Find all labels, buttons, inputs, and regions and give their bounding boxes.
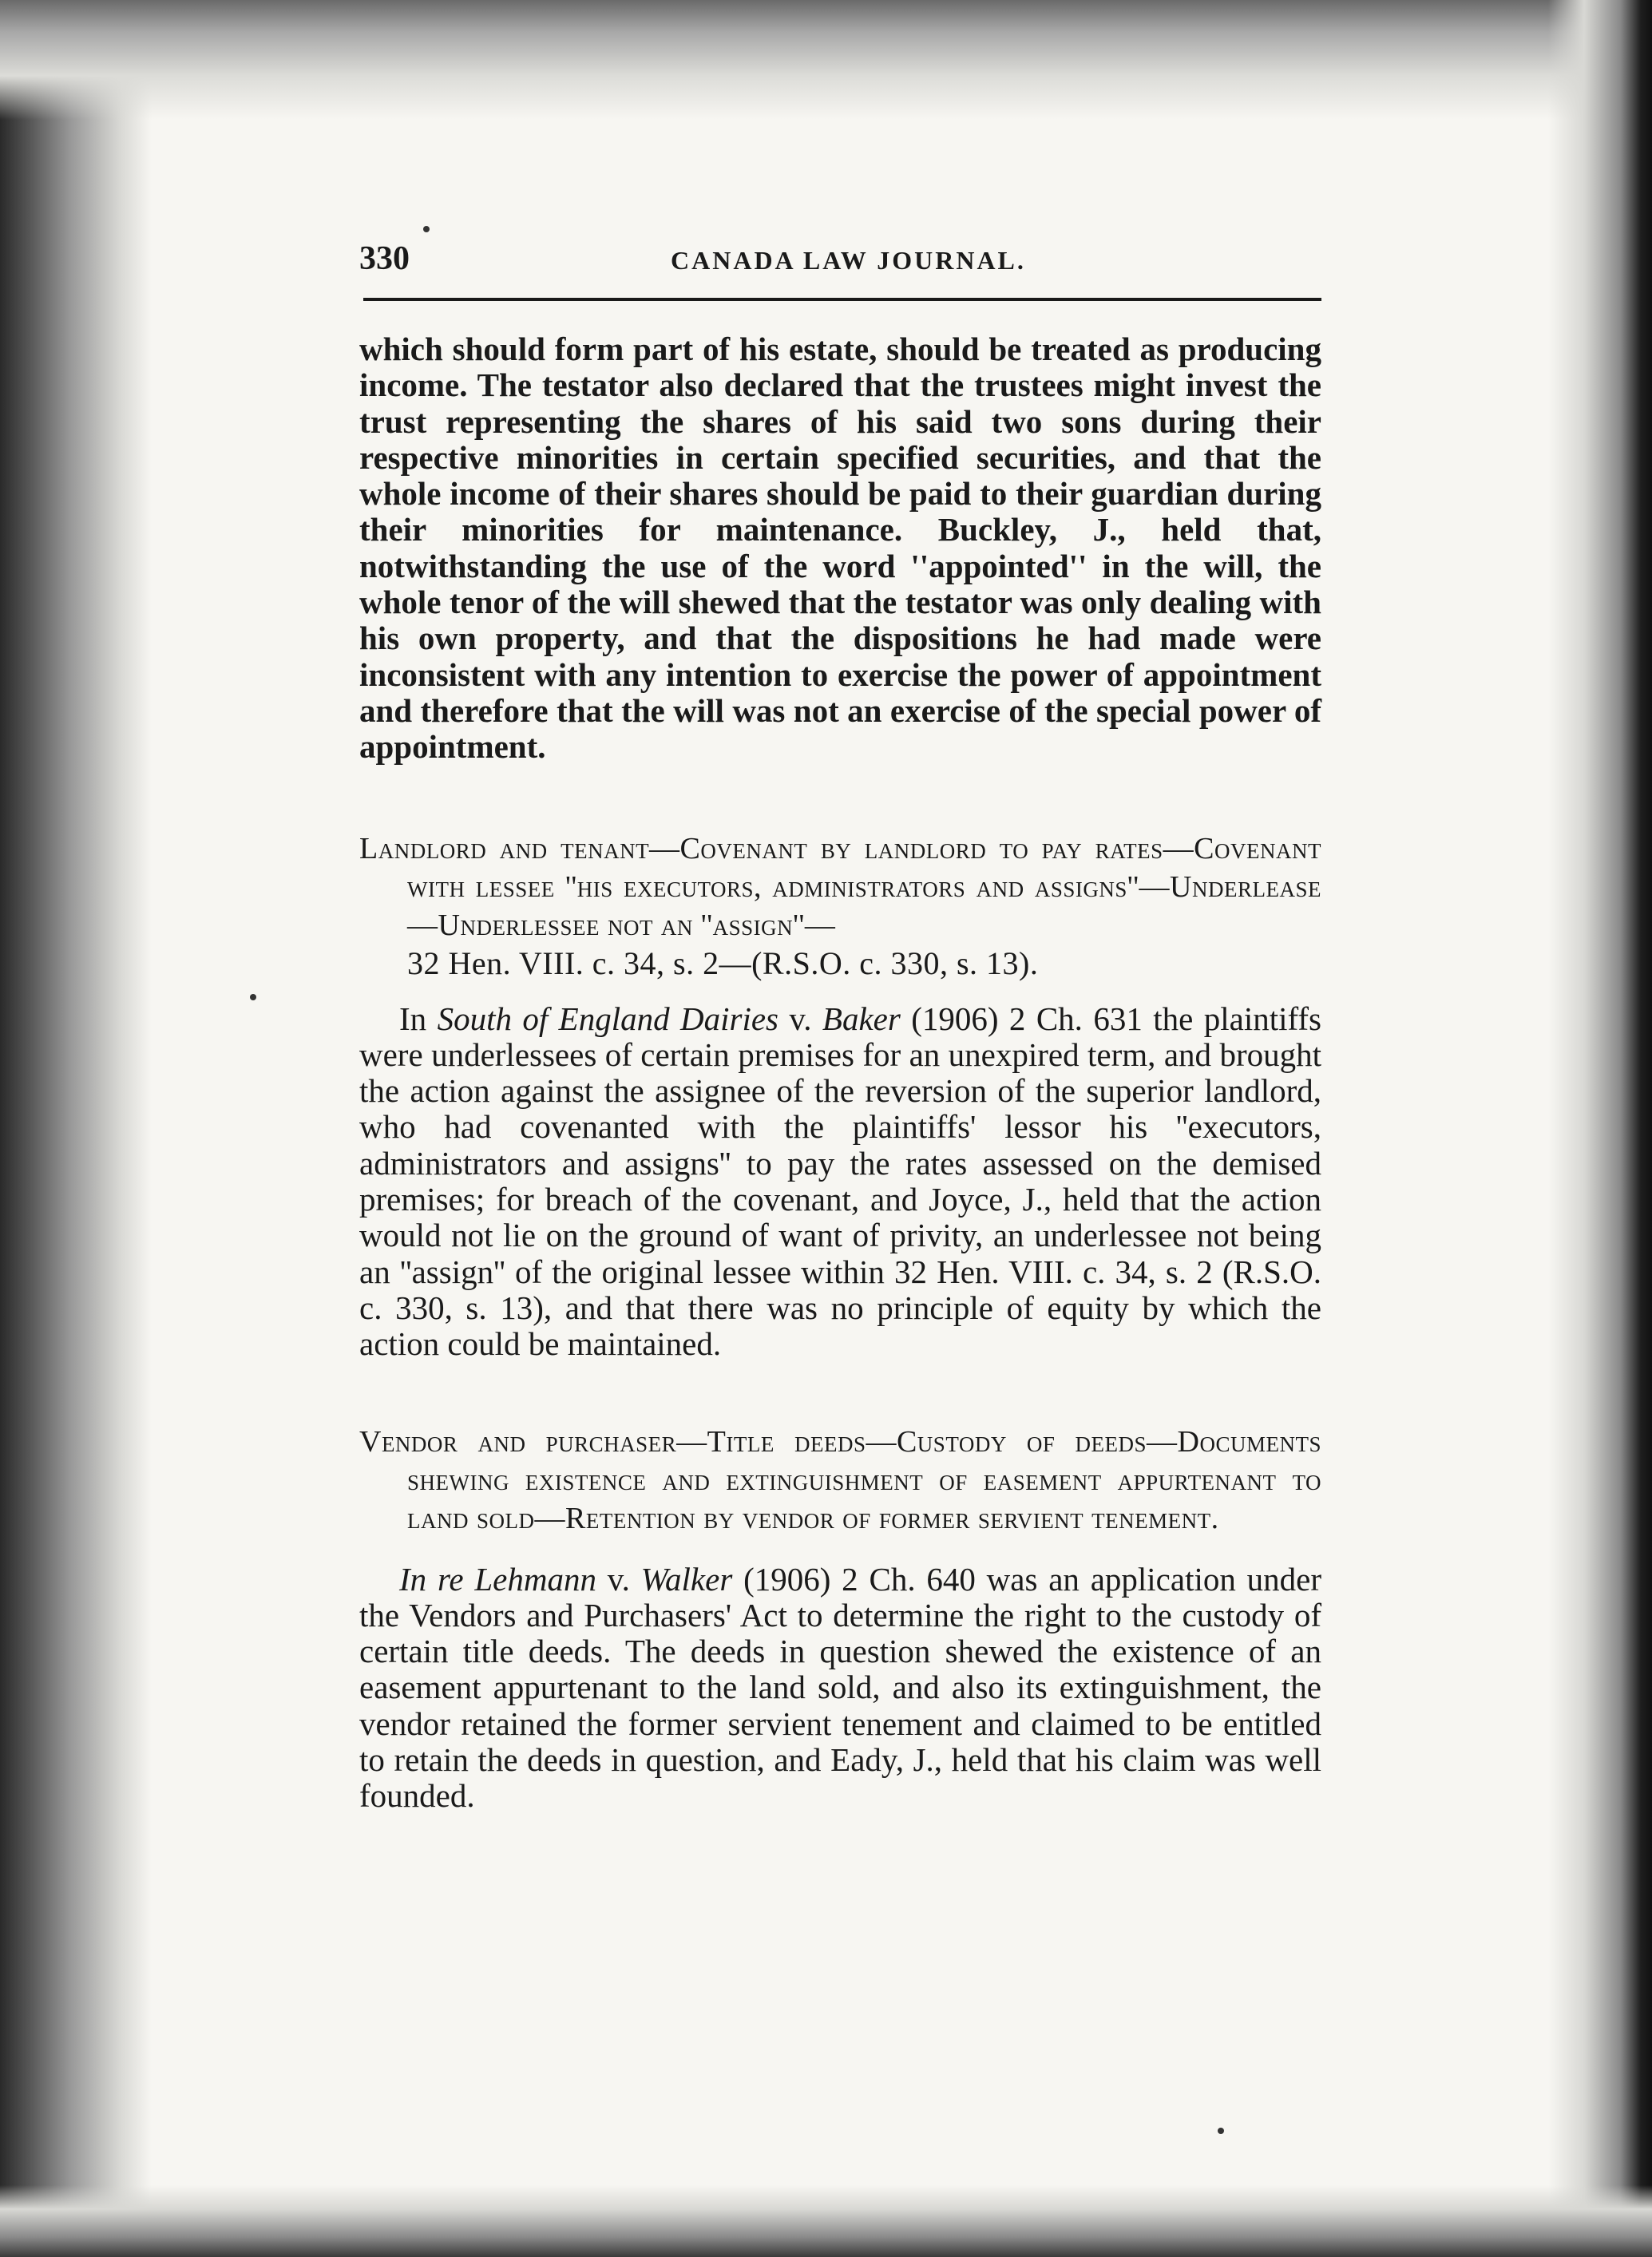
case-versus: v. [778, 1000, 822, 1037]
case-name-defendant: Walker [640, 1560, 733, 1598]
continuation-paragraph: which should form part of his estate, should be treated as producing income. The testator also declared that the trustees might invest the trust representing the shares of his said two sons during their respective minorities in certain specified securities, and that the whole income of their shares should be paid to their guardian during their minorities for maintenance. Buckley, J., held that, notwithstanding the use of the word ''appointed'' in the will, the whole tenor of the will shewed that the testator was only dealing with his own property, and that the dispositions he had made were inconsistent with any intention to exercise the power of appointment and therefore that the will was not an exercise of the special power of appointment. [359, 331, 1321, 766]
case-prefix: In [399, 1000, 438, 1037]
case-name: In re Lehmann [399, 1560, 596, 1598]
scan-edge-right [1548, 0, 1652, 2257]
section-heading-vendor-purchaser [359, 1423, 1321, 1538]
case-body: (1906) 2 Ch. 640 was an application under the Vendors and Purchasers' Act to determine the right to the custody of certain title deeds. The deeds in question shewed the existence of an easement appurtenant to the land sold, and also its extinguishment, the vendor retained the former servient tenement and claimed to be entitled to retain the deeds in question, and Eady, J., held that his claim was well founded. [359, 1560, 1321, 1815]
scan-edge-left [0, 0, 152, 2257]
running-head: CANADA LAW JOURNAL. [671, 246, 1026, 275]
page-body [359, 331, 1321, 1815]
scan-speck [423, 226, 430, 232]
header-rule [363, 298, 1321, 301]
case-paragraph-south-of-england-dairies [359, 1001, 1321, 1363]
section-heading-text: Vendor and purchaser—Title deeds—Custody of deeds—Documents shewing existence and extinguishment of easement appurtenant to land sold—Retention by vendor of former servient tenement. [359, 1424, 1321, 1535]
page-header [359, 240, 1325, 287]
case-versus: v. [596, 1560, 641, 1598]
scan-edge-top [0, 0, 1652, 120]
page-number: 330 [359, 240, 410, 277]
scan-edge-bottom [0, 2185, 1652, 2257]
scan-speck [1218, 2128, 1224, 2134]
scan-speck [250, 994, 256, 1000]
section-heading-landlord-tenant [359, 830, 1321, 984]
case-body: (1906) 2 Ch. 631 the plaintiffs were underlessees of certain premises for an unexpired term, and brought the action against the assignee of the reversion of the superior landlord, who had covenanted with the plaintiffs' lessor his ''executors, administrators and assigns'' to pay the rates assessed on the demised premises; for breach of the covenant, and Joyce, J., held that the action would not lie on the ground of want of privity, an underlessee not being an ''assign'' of the original lessee within 32 Hen. VIII. c. 34, s. 2 (R.S.O. c. 330, s. 13), and that there was no principle of equity by which the action could be maintained. [359, 1000, 1322, 1363]
case-name-defendant: Baker [822, 1000, 901, 1037]
case-name: South of England Dairies [437, 1000, 778, 1037]
section-heading-reference: 32 Hen. VIII. c. 34, s. 2—(R.S.O. c. 330, s. 13). [407, 944, 1039, 981]
section-heading-text: Landlord and tenant—Covenant by landlord to pay rates—Covenant with lessee ''his executors, administrators and assigns''—Underlease—Underlessee not an ''assign''— [359, 831, 1321, 942]
case-paragraph-lehmann-walker [359, 1562, 1321, 1815]
